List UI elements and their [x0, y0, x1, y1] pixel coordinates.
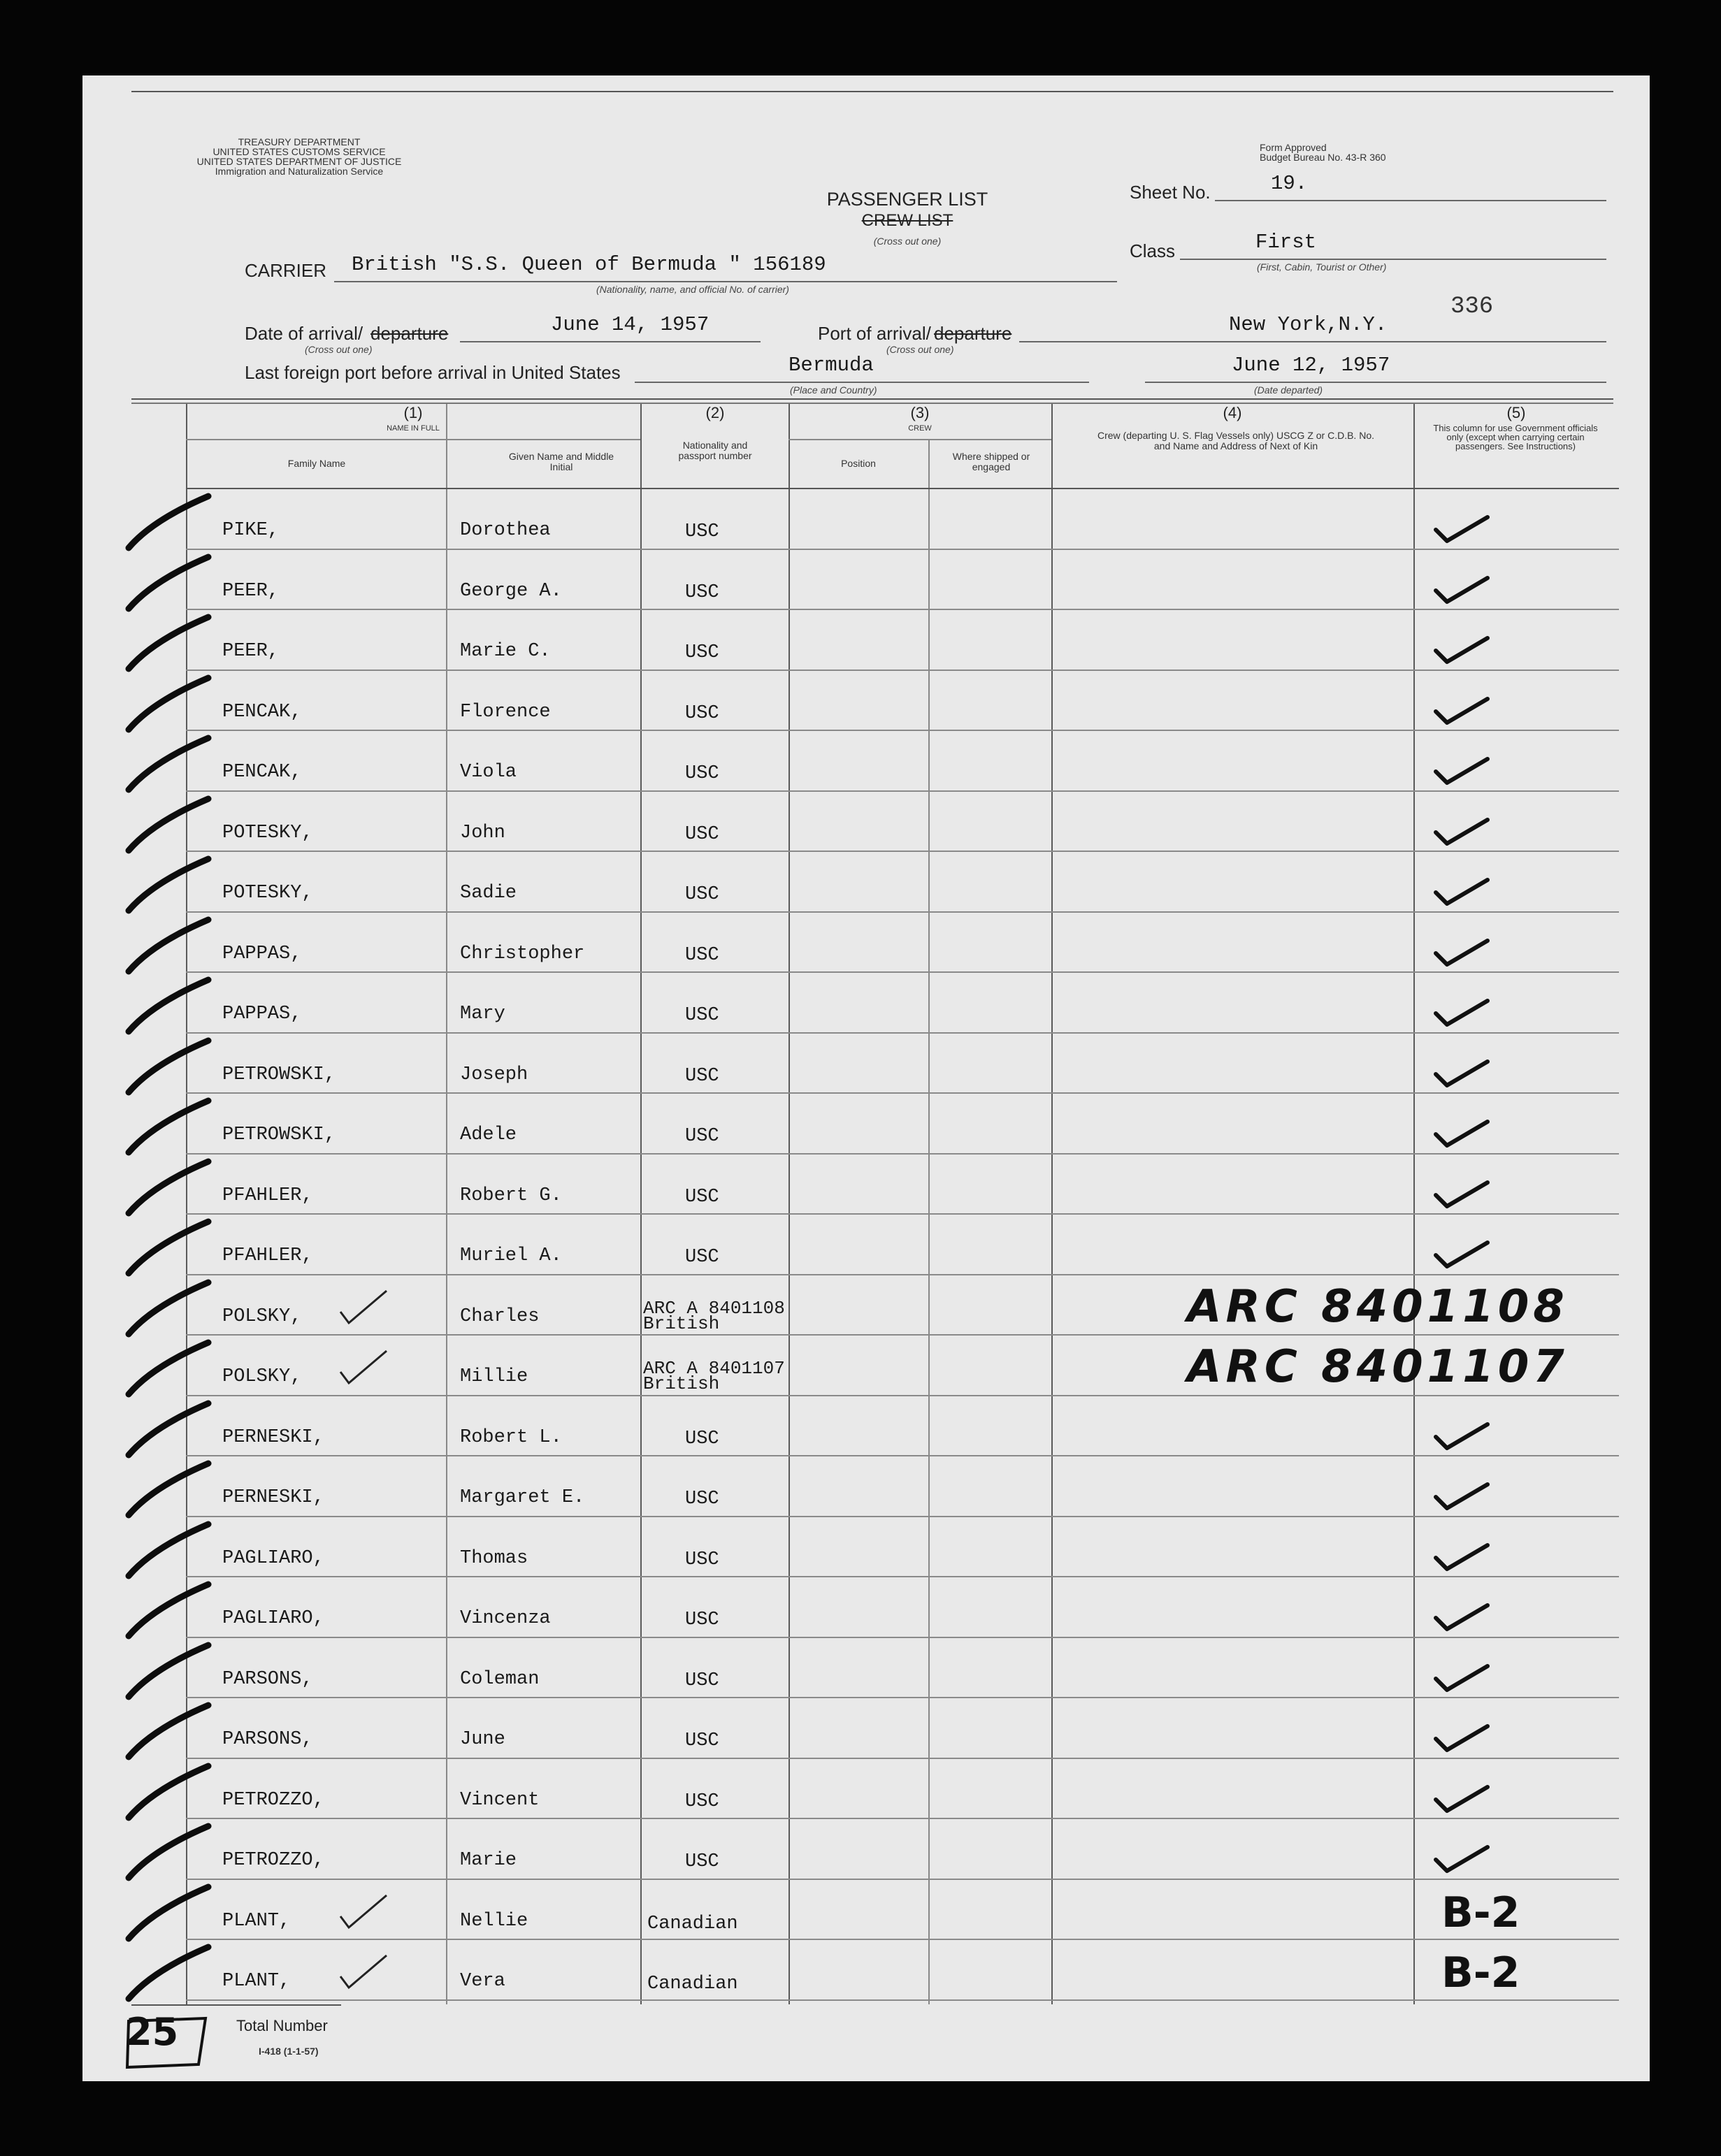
family-name: POTESKY,: [222, 883, 313, 904]
col3-number: (3): [910, 404, 930, 421]
sheet-value: 19.: [1271, 172, 1308, 195]
handwritten-arc-note: ARC 8401107: [1187, 1341, 1569, 1393]
given-name: Marie: [460, 1850, 517, 1871]
table-row: [186, 1576, 1619, 1637]
nationality: USC: [685, 1851, 719, 1872]
margin-tally-mark: [124, 1157, 215, 1220]
given-name: Robert G.: [460, 1185, 562, 1206]
total-count-handwritten: 25: [126, 2010, 179, 2054]
table-row: [186, 730, 1619, 790]
table-row: [186, 1516, 1619, 1577]
given-name: Mary: [460, 1004, 505, 1025]
family-name: PEER,: [222, 641, 280, 662]
given-name: Coleman: [460, 1668, 540, 1690]
carrier-label: CARRIER: [245, 260, 327, 281]
table-row: [186, 549, 1619, 609]
date-underline: [460, 341, 761, 342]
agency-line-4: Immigration and Naturalization Service: [215, 166, 384, 177]
inspector-tick-icon: [338, 1893, 394, 1934]
given-name: Christopher: [460, 943, 585, 964]
last-port-value: Bermuda: [789, 354, 874, 377]
margin-tally-mark: [124, 1580, 215, 1643]
given-name: Florence: [460, 701, 551, 723]
table-row: [186, 971, 1619, 1032]
given-name: Marie C.: [460, 641, 551, 662]
given-name: Robert L.: [460, 1426, 562, 1448]
carrier-underline: [334, 281, 1117, 282]
given-name: Millie: [460, 1366, 528, 1387]
nationality: USC: [685, 1126, 719, 1147]
visa-class-mark: B-2: [1441, 1888, 1520, 1937]
nationality: USC: [685, 763, 719, 784]
inspector-tick-icon: [338, 1953, 394, 1995]
stamp-number: 336: [1450, 294, 1494, 320]
given-name: Joseph: [460, 1064, 528, 1085]
carrier-caption: (Nationality, name, and official No. of carrier): [596, 284, 789, 295]
margin-tally-mark: [124, 1399, 215, 1462]
nationality: ARC A 8401107: [643, 1358, 785, 1379]
margin-tally-mark: [124, 1822, 215, 1885]
passenger-list-sheet: [82, 75, 1650, 2081]
given-name: Vincenza: [460, 1608, 551, 1629]
col4-title: Crew (departing U. S. Flag Vessels only) USCG Z or C.D.B. No. and Name and Address of Next of Kin: [1097, 430, 1374, 451]
check-mark-icon: [1432, 565, 1495, 607]
check-mark-icon: [1432, 1170, 1495, 1212]
table-row: [186, 911, 1619, 972]
given-name: Adele: [460, 1124, 517, 1145]
given-name: Dorothea: [460, 520, 551, 541]
margin-tally-mark: [124, 734, 215, 797]
class-underline: [1180, 259, 1606, 260]
form-number: I-418 (1-1-57): [259, 2046, 319, 2057]
given-name: Nellie: [460, 1910, 528, 1932]
margin-tally-mark: [124, 553, 215, 616]
margin-tally-mark: [124, 855, 215, 918]
nationality: Canadian: [647, 1913, 738, 1934]
table-row: [186, 1879, 1619, 1939]
sheet-label: Sheet No.: [1130, 182, 1211, 203]
family-name: PENCAK,: [222, 762, 302, 783]
nationality: USC: [685, 1609, 719, 1630]
cross-out-caption: (Cross out one): [873, 236, 942, 247]
table-row: [186, 1092, 1619, 1153]
handwritten-arc-note: ARC 8401108: [1187, 1280, 1569, 1333]
family-name: POLSKY,: [222, 1305, 302, 1327]
table-row: [186, 1818, 1619, 1879]
check-mark-icon: [1432, 1654, 1495, 1695]
margin-tally-mark: [124, 674, 215, 737]
visa-class-mark: B-2: [1441, 1948, 1520, 1997]
table-row: [186, 1697, 1619, 1758]
table-row: [186, 790, 1619, 851]
check-mark-icon: [1432, 1472, 1495, 1514]
footer-line: [131, 2004, 341, 2006]
given-name: Viola: [460, 762, 517, 783]
nationality: USC: [685, 1670, 719, 1691]
table-row: [186, 488, 1619, 549]
total-count-circle: [122, 2016, 219, 2071]
check-mark-icon: [1432, 1835, 1495, 1876]
nationality: USC: [685, 823, 719, 845]
given-name: Sadie: [460, 883, 517, 904]
port-caption: (Cross out one): [886, 344, 954, 355]
col2-title: Nationality and passport number: [678, 440, 752, 461]
nationality: USC: [685, 1247, 719, 1268]
margin-tally-mark: [124, 492, 215, 555]
family-name: PEER,: [222, 580, 280, 602]
family-name: PFAHLER,: [222, 1245, 313, 1266]
port-label: Port of arrival/: [818, 323, 931, 344]
margin-tally-mark: [124, 1097, 215, 1159]
nationality-line-2: British: [643, 1312, 720, 1334]
port-value: New York,N.Y.: [1229, 313, 1388, 336]
family-name: PIKE,: [222, 520, 280, 541]
margin-tally-mark: [124, 1641, 215, 1704]
nationality: USC: [685, 1489, 719, 1510]
family-name: PERNESKI,: [222, 1426, 324, 1448]
family-name: PAPPAS,: [222, 943, 302, 964]
margin-tally-mark: [124, 1520, 215, 1583]
margin-tally-mark: [124, 1217, 215, 1280]
nationality: USC: [685, 702, 719, 724]
family-name: PETROWSKI,: [222, 1124, 336, 1145]
given-name: June: [460, 1729, 505, 1750]
table-row: [186, 609, 1619, 670]
table-row: [186, 1395, 1619, 1456]
col-shipped: Where shipped or engaged: [952, 451, 1030, 472]
nationality: USC: [685, 1549, 719, 1570]
margin-tally-mark: [124, 1701, 215, 1764]
family-name: PETROWSKI,: [222, 1064, 336, 1085]
nationality: USC: [685, 1005, 719, 1026]
agency-line-2: UNITED STATES CUSTOMS SERVICE: [213, 146, 386, 157]
family-name: POLSKY,: [222, 1366, 302, 1387]
nationality: ARC A 8401108: [643, 1297, 785, 1319]
check-mark-icon: [1432, 505, 1495, 547]
row-rule: [186, 1999, 1619, 2001]
nationality: USC: [685, 1065, 719, 1087]
margin-tally-mark: [124, 1278, 215, 1341]
list-title-struck: CREW LIST: [861, 211, 953, 230]
top-border: [131, 91, 1613, 92]
family-name: PLANT,: [222, 1910, 291, 1932]
nationality: USC: [685, 1428, 719, 1449]
nationality: USC: [685, 884, 719, 905]
col1-title: NAME IN FULL: [387, 424, 440, 433]
table-row: [186, 1032, 1619, 1093]
col-given-name: Given Name and Middle Initial: [508, 451, 614, 472]
nationality-line-2: British: [643, 1373, 720, 1394]
given-name: Thomas: [460, 1547, 528, 1569]
check-mark-icon: [1432, 1593, 1495, 1635]
family-name: PLANT,: [222, 1971, 291, 1992]
nationality: Canadian: [647, 1974, 738, 1995]
check-mark-icon: [1432, 746, 1495, 788]
class-label: Class: [1130, 240, 1176, 261]
date-caption: (Cross out one): [305, 344, 373, 355]
carrier-value: British "S.S. Queen of Bermuda " 156189: [352, 253, 826, 276]
check-mark-icon: [1432, 867, 1495, 909]
family-name: PERNESKI,: [222, 1487, 324, 1508]
check-mark-icon: [1432, 1714, 1495, 1756]
nationality: USC: [685, 1730, 719, 1751]
date-departed-underline: [1145, 382, 1606, 383]
margin-tally-mark: [124, 1943, 215, 2006]
family-name: PFAHLER,: [222, 1185, 313, 1206]
family-name: PARSONS,: [222, 1729, 313, 1750]
col-family-name: Family Name: [287, 458, 346, 469]
given-name: George A.: [460, 580, 562, 602]
date-label: Date of arrival/: [245, 323, 363, 344]
col5-number: (5): [1506, 404, 1526, 421]
margin-tally-mark: [124, 1036, 215, 1099]
list-title: PASSENGER LIST: [826, 189, 988, 210]
last-port-caption: (Place and Country): [790, 384, 877, 396]
port-label-struck: departure: [934, 323, 1012, 344]
table-row: [186, 1637, 1619, 1698]
margin-tally-mark: [124, 916, 215, 978]
family-name: PAGLIARO,: [222, 1608, 324, 1629]
inspector-tick-icon: [338, 1288, 394, 1330]
table-row: [186, 851, 1619, 911]
header-subline-name: [186, 439, 640, 440]
table-row: [186, 1213, 1619, 1274]
table-top-border-1: [131, 398, 1613, 400]
table-row: [186, 1939, 1619, 1999]
margin-tally-mark: [124, 1762, 215, 1825]
family-name: POTESKY,: [222, 822, 313, 844]
margin-tally-mark: [124, 795, 215, 858]
given-name: Margaret E.: [460, 1487, 585, 1508]
given-name: Vera: [460, 1971, 505, 1992]
check-mark-icon: [1432, 807, 1495, 849]
nationality: USC: [685, 521, 719, 542]
class-caption: (First, Cabin, Tourist or Other): [1257, 261, 1387, 273]
nationality: USC: [685, 581, 719, 603]
nationality: USC: [685, 1186, 719, 1208]
col1-number: (1): [403, 404, 423, 421]
given-name: Vincent: [460, 1789, 540, 1811]
header-subline-crew: [789, 439, 1051, 440]
budget-bureau: Budget Bureau No. 43-R 360: [1260, 152, 1386, 163]
date-label-struck: departure: [370, 323, 449, 344]
agency-line-3: UNITED STATES DEPARTMENT OF JUSTICE: [196, 156, 402, 167]
nationality: USC: [685, 944, 719, 966]
col4-number: (4): [1223, 404, 1242, 421]
nationality: USC: [685, 1790, 719, 1812]
table-row: [186, 1455, 1619, 1516]
col-position: Position: [841, 458, 876, 469]
family-name: PAPPAS,: [222, 1004, 302, 1025]
check-mark-icon: [1432, 1049, 1495, 1091]
table-row: [186, 1758, 1619, 1818]
col5-title: This column for use Government officials only (except when carrying certain passengers. See Instructions): [1433, 423, 1598, 451]
total-label: Total Number: [236, 2017, 328, 2034]
check-mark-icon: [1432, 625, 1495, 667]
margin-tally-mark: [124, 1459, 215, 1522]
check-mark-icon: [1432, 1774, 1495, 1816]
col3-title: CREW: [908, 424, 932, 433]
margin-tally-mark: [124, 1883, 215, 1946]
family-name: PAGLIARO,: [222, 1547, 324, 1569]
check-mark-icon: [1432, 1230, 1495, 1272]
last-port-underline: [635, 382, 1089, 383]
inspector-tick-icon: [338, 1348, 394, 1390]
check-mark-icon: [1432, 988, 1495, 1030]
given-name: John: [460, 822, 505, 844]
sheet-underline: [1215, 200, 1606, 201]
check-mark-icon: [1432, 1109, 1495, 1151]
class-value: First: [1255, 231, 1317, 254]
family-name: PETROZZO,: [222, 1850, 324, 1871]
last-port-label: Last foreign port before arrival in United States: [245, 362, 621, 383]
margin-tally-mark: [124, 1338, 215, 1401]
port-underline: [1019, 341, 1606, 342]
given-name: Charles: [460, 1305, 540, 1327]
date-value: June 14, 1957: [551, 313, 710, 336]
family-name: PETROZZO,: [222, 1789, 324, 1811]
family-name: PENCAK,: [222, 701, 302, 723]
given-name: Muriel A.: [460, 1245, 562, 1266]
form-approved: Form Approved: [1260, 142, 1327, 153]
margin-tally-mark: [124, 976, 215, 1039]
family-name: PARSONS,: [222, 1668, 313, 1690]
date-departed-value: June 12, 1957: [1232, 354, 1390, 377]
check-mark-icon: [1432, 686, 1495, 728]
margin-tally-mark: [124, 613, 215, 676]
agency-line-1: TREASURY DEPARTMENT: [238, 136, 361, 147]
check-mark-icon: [1432, 928, 1495, 970]
date-departed-caption: (Date departed): [1254, 384, 1323, 396]
nationality: USC: [685, 642, 719, 663]
check-mark-icon: [1432, 1412, 1495, 1454]
table-row: [186, 670, 1619, 730]
check-mark-icon: [1432, 1533, 1495, 1575]
col2-number: (2): [705, 404, 725, 421]
table-row: [186, 1153, 1619, 1214]
